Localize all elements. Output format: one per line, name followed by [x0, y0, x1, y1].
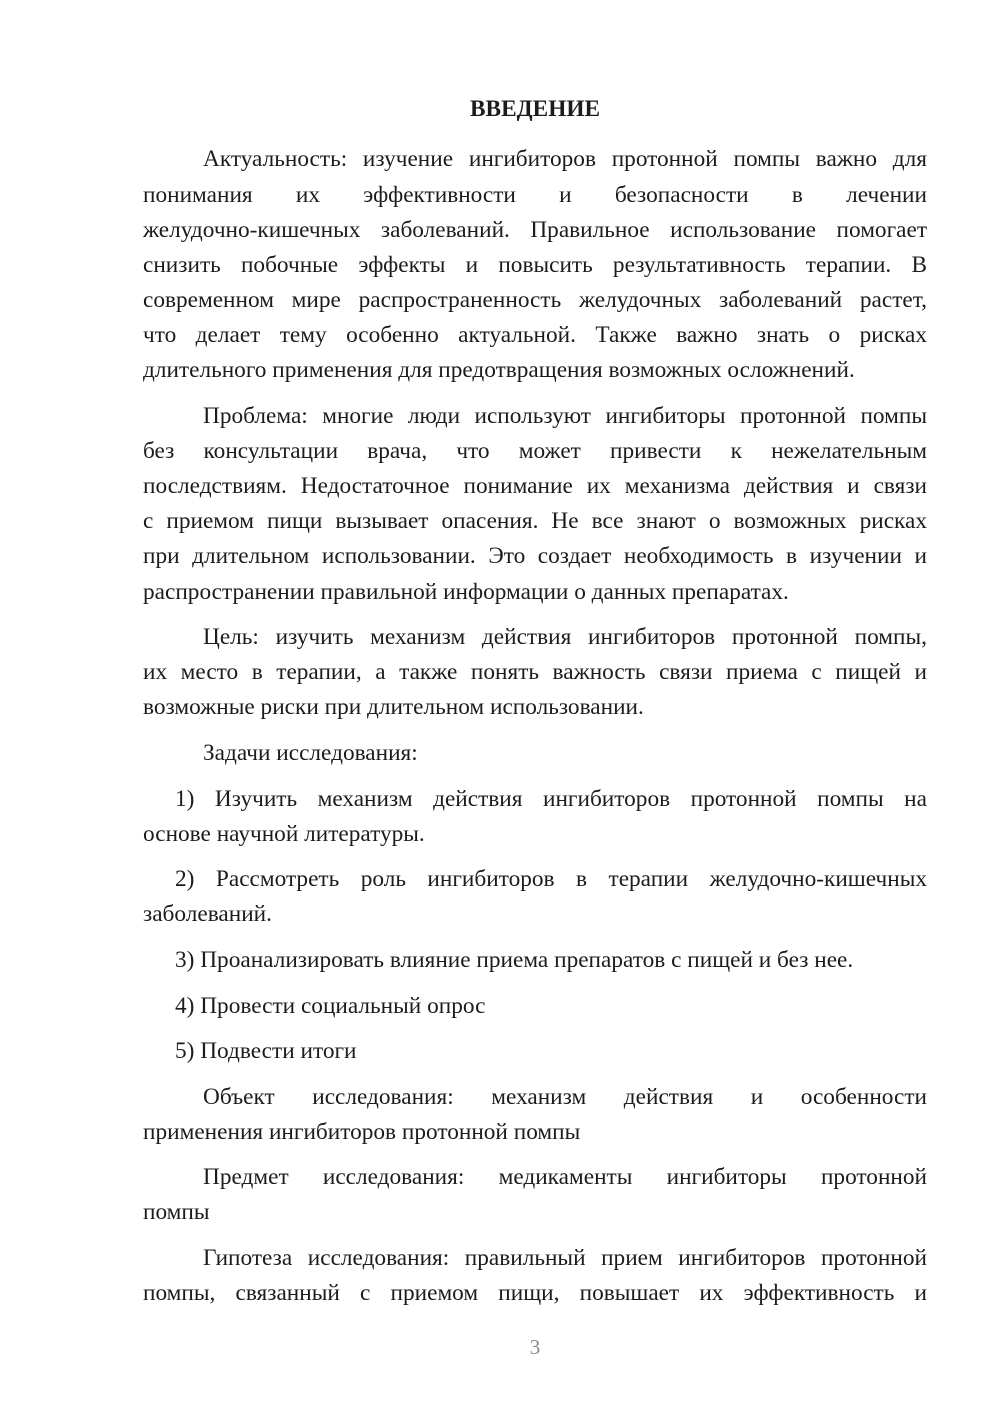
problem-line: Проблема: многие люди используют ингибиторы протонной помпы	[203, 402, 927, 429]
hypothesis-line: помпы, связанный с приемом пищи, повышает их эффективность и	[143, 1280, 927, 1307]
task-line: 3) Проанализировать влияние приема препаратов с пищей и без нее.	[175, 946, 854, 973]
object-line: Объект исследования: механизм действия и особенности	[203, 1083, 927, 1110]
problem-paragraph	[143, 399, 927, 610]
relevance-line: что делает тему особенно актуальной. Также важно знать о рисках	[143, 322, 927, 349]
problem-line: без консультации врача, что может привести к нежелательным	[143, 438, 927, 464]
goal-line: их место в терапии, а также понять важность связи приема с пищей и	[143, 659, 927, 686]
object-line: применения ингибиторов протонной помпы	[143, 1118, 581, 1145]
problem-line: распространении правильной информации о данных препаратах.	[143, 578, 789, 605]
relevance-line: современном мире распространенность желудочных заболеваний растет,	[143, 286, 927, 313]
relevance-line: Актуальность: изучение ингибиторов протонной помпы важно для	[203, 146, 927, 173]
goal-paragraph	[143, 620, 927, 725]
subject-paragraph	[143, 1160, 927, 1230]
task-line: 4) Провести социальный опрос	[175, 992, 486, 1019]
hypothesis-line: Гипотеза исследования: правильный прием ингибиторов протонной	[203, 1245, 927, 1272]
task-line: основе научной литературы.	[143, 820, 425, 847]
subject-line: помпы	[143, 1199, 210, 1226]
relevance-line: снизить побочные эффекты и повысить результативность терапии. В	[143, 251, 927, 278]
problem-line: последствиям. Недостаточное понимание их механизма действия и связи	[143, 473, 927, 500]
task-line: 2) Рассмотреть роль ингибиторов в терапии желудочно-кишечных	[175, 866, 927, 893]
tasks-heading	[143, 736, 927, 771]
task-item	[143, 1034, 927, 1069]
relevance-line: желудочно-кишечных заболеваний. Правильное использование помогает	[143, 216, 927, 243]
page-number: 3	[529, 1335, 541, 1359]
section-title: ВВЕДЕНИЕ	[470, 96, 600, 123]
relevance-line: длительного применения для предотвращения возможных осложнений.	[143, 357, 855, 384]
task-item	[143, 943, 927, 978]
task-line: заболеваний.	[143, 901, 272, 928]
tasks-heading-line: Задачи исследования:	[203, 740, 418, 767]
subject-line: Предмет исследования: медикаменты ингибиторы протонной	[203, 1164, 927, 1191]
task-item	[143, 862, 927, 932]
task-line: 1) Изучить механизм действия ингибиторов протонной помпы на	[175, 785, 927, 812]
problem-line: с приемом пищи вызывает опасения. Не все знают о возможных рисках	[143, 508, 927, 535]
relevance-line: понимания их эффективности и безопасности в лечении	[143, 181, 927, 208]
relevance-paragraph	[143, 142, 927, 388]
document-body	[143, 92, 927, 1311]
task-item	[143, 782, 927, 852]
object-paragraph	[143, 1080, 927, 1150]
task-item	[143, 989, 927, 1024]
hypothesis-paragraph	[143, 1241, 927, 1311]
goal-line: Цель: изучить механизм действия ингибиторов протонной помпы,	[203, 624, 927, 651]
goal-line: возможные риски при длительном использовании.	[143, 694, 644, 721]
problem-line: при длительном использовании. Это создает необходимость в изучении и	[143, 543, 927, 570]
task-line: 5) Подвести итоги	[175, 1038, 357, 1065]
